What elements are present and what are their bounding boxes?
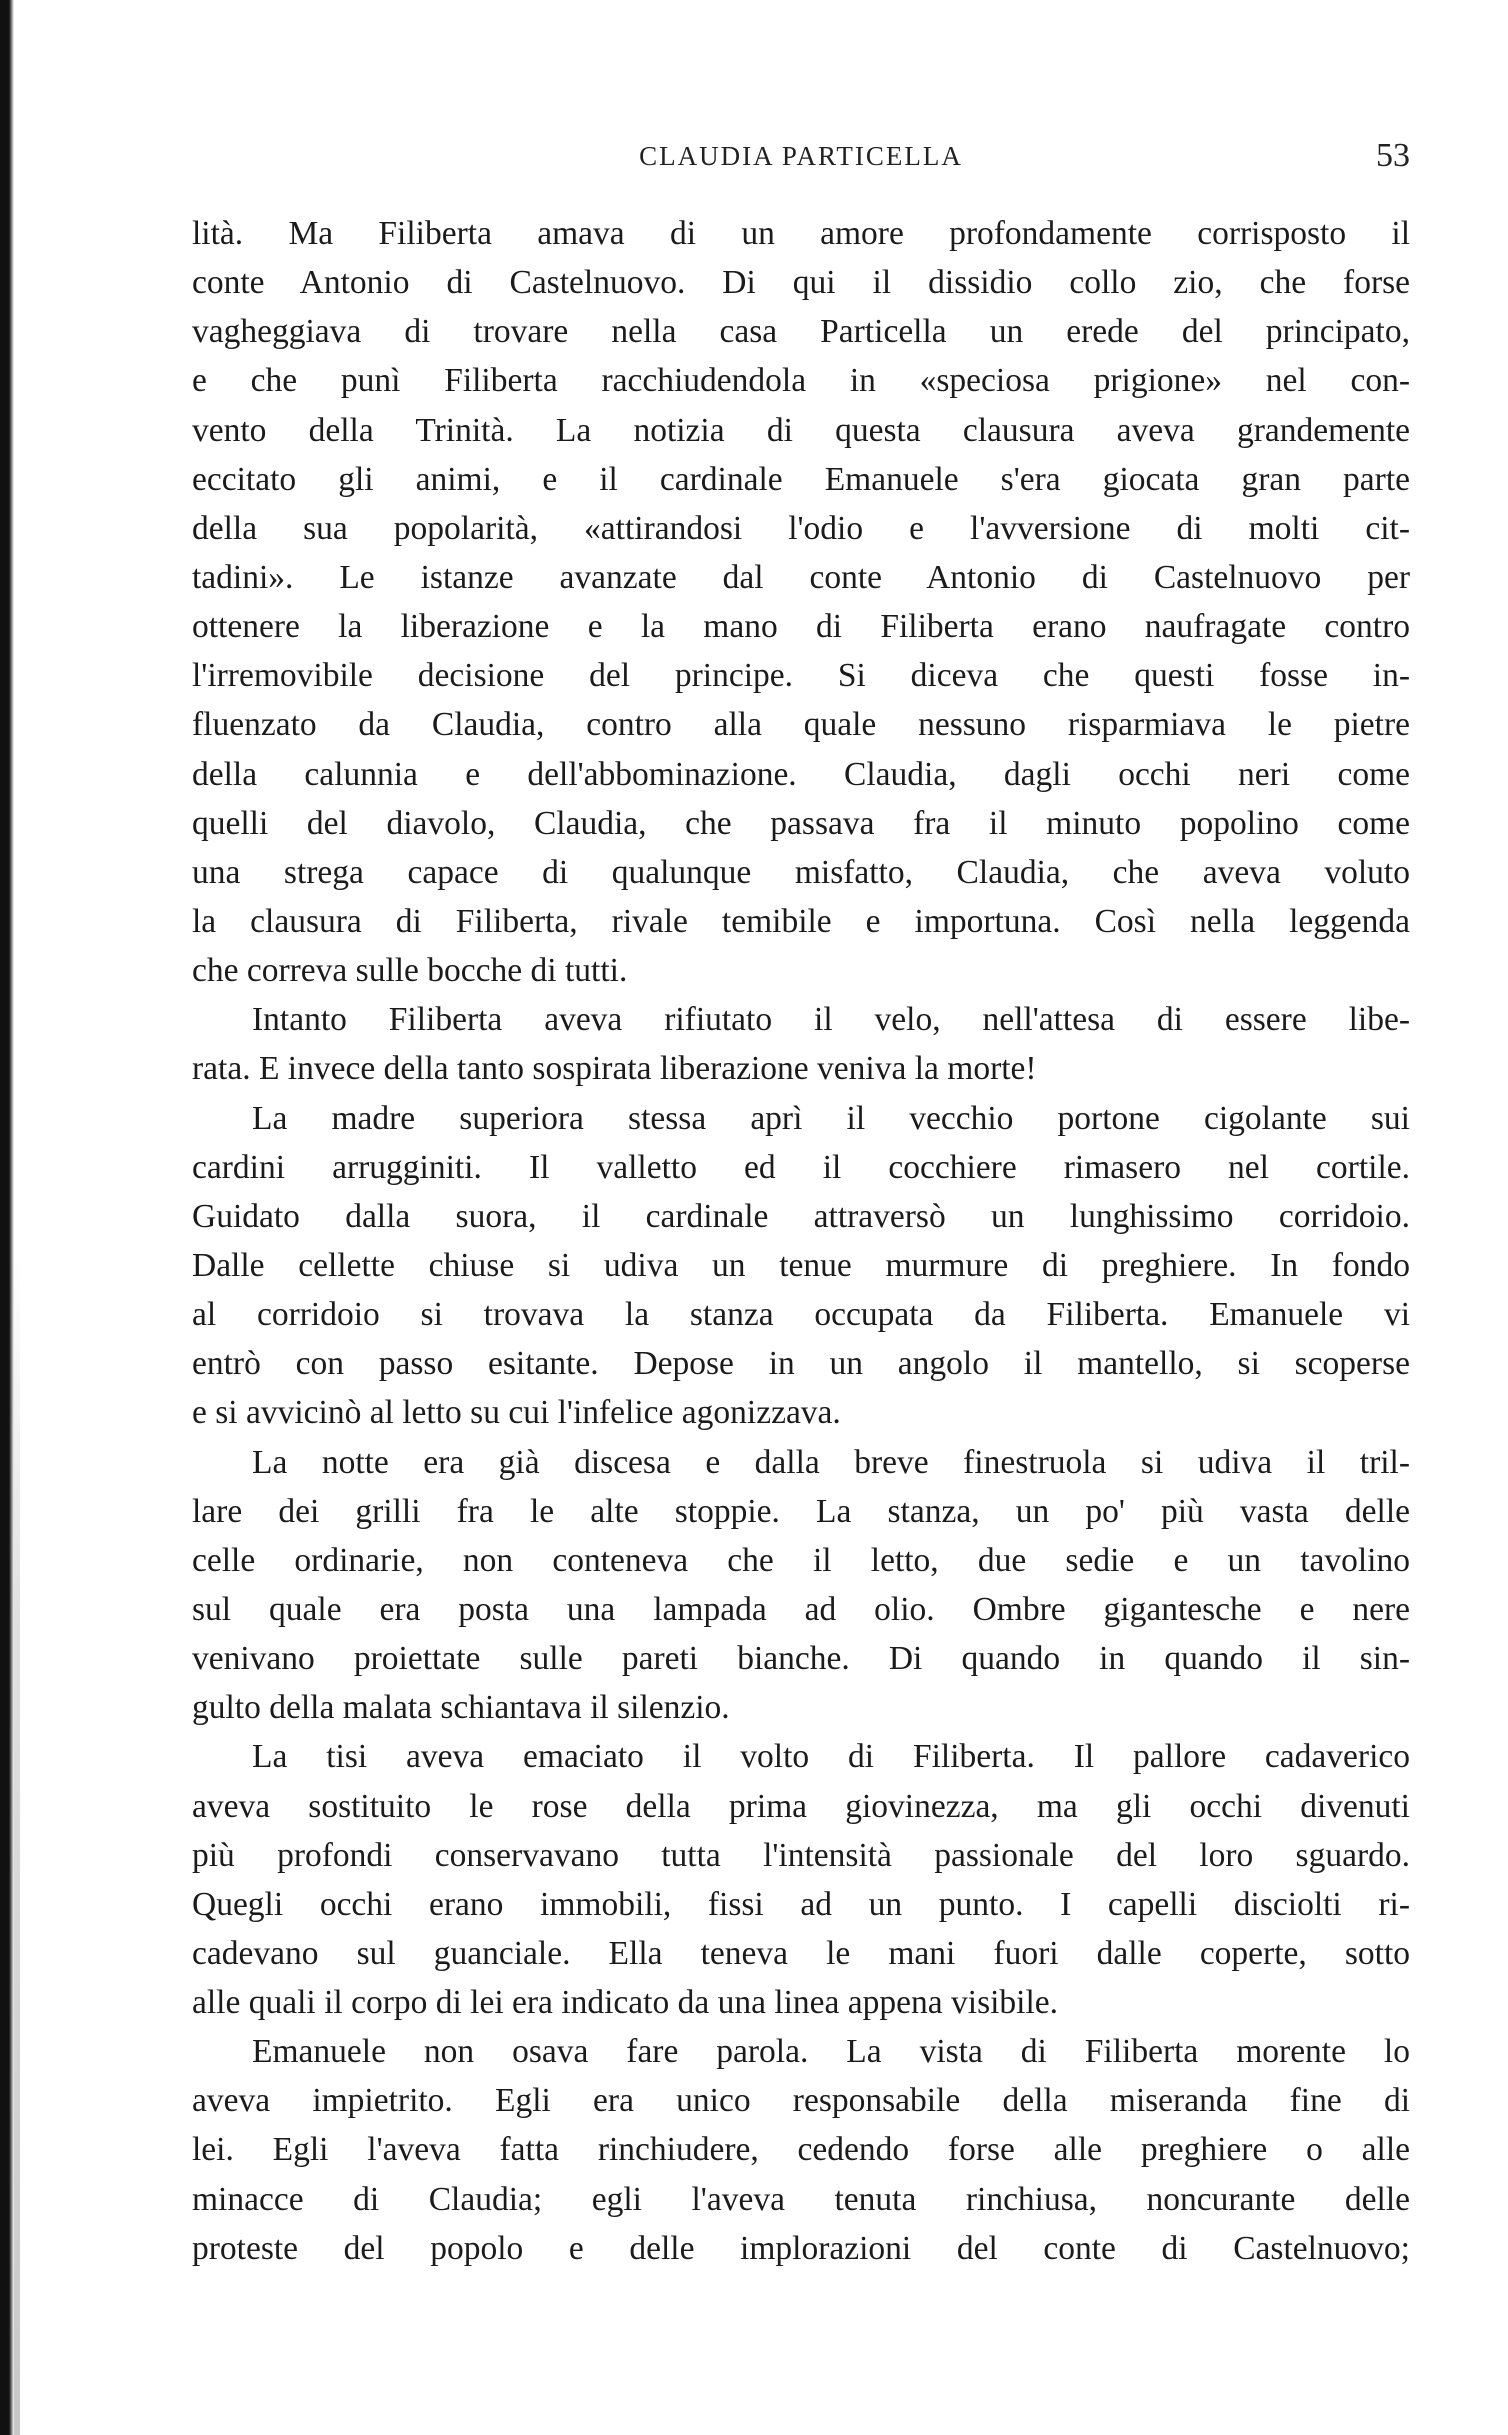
text-line: gulto della malata schiantava il silenzio. [192,1689,730,1727]
text-line: lità. Ma Filiberta amava di un amore profondamente corrisposto il [192,215,1410,252]
text-line: una strega capace di qualunque misfatto, Claudia, che aveva voluto [192,853,1410,891]
text-line: e si avvicinò al letto su cui l'infelice agonizzava. [192,1394,841,1432]
text-line: che correva sulle bocche di tutti. [192,952,628,990]
text-line: Quegli occhi erano immobili, fissi ad un punto. I capelli disciolti ri- [192,1885,1410,1923]
text-line: della calunnia e dell'abbominazione. Claudia, dagli occhi neri come [192,755,1410,793]
text-line: aveva sostituito le rose della prima giovinezza, ma gli occhi divenuti [192,1787,1410,1825]
text-line: venivano proiettate sulle pareti bianche. Di quando in quando il sin- [192,1640,1410,1678]
text-line: vento della Trinità. La notizia di questa clausura aveva grandemente [192,411,1410,449]
text-line: La notte era già discesa e dalla breve finestruola si udiva il tril- [252,1443,1410,1481]
text-line: Intanto Filiberta aveva rifiutato il velo, nell'attesa di essere libe- [252,1001,1410,1039]
text-line: vagheggiava di trovare nella casa Particella un erede del principato, [192,313,1410,351]
text-line: ottenere la liberazione e la mano di Filiberta erano naufragate contro [192,608,1410,646]
text-line: lare dei grilli fra le alte stoppie. La stanza, un po' più vasta delle [192,1492,1410,1530]
text-line: al corridoio si trovava la stanza occupata da Filiberta. Emanuele vi [192,1296,1410,1334]
text-line: quelli del diavolo, Claudia, che passava fra il minuto popolino come [192,804,1410,842]
page-binding-shadow [14,1260,20,2435]
page-binding-edge [0,0,14,2435]
text-line: lei. Egli l'aveva fatta rinchiudere, cedendo forse alle preghiere o alle [192,2131,1410,2169]
text-line: più profondi conservavano tutta l'intensità passionale del loro sguardo. [192,1836,1410,1874]
text-line: eccitato gli animi, e il cardinale Emanuele s'era giocata gran parte [192,460,1410,498]
text-line: rata. E invece della tanto sospirata liberazione veniva la morte! [192,1050,1037,1088]
text-line: conte Antonio di Castelnuovo. Di qui il dissidio collo zio, che forse [192,264,1410,302]
text-line: Dalle cellette chiuse si udiva un tenue murmure di preghiere. In fondo [192,1246,1410,1284]
page-number: 53 [1376,137,1410,174]
text-line: entrò con passo esitante. Depose in un angolo il mantello, si scoperse [192,1345,1410,1383]
text-line: e che punì Filiberta racchiudendola in «speciosa prigione» nel con- [192,362,1410,400]
text-line: proteste del popolo e delle implorazioni del conte di Castelnuovo; [192,2229,1410,2267]
text-line: La tisi aveva emaciato il volto di Filiberta. Il pallore cadaverico [252,1738,1410,1776]
text-line: celle ordinarie, non conteneva che il letto, due sedie e un tavolino [192,1541,1410,1579]
text-line: fluenzato da Claudia, contro alla quale nessuno risparmiava le pietre [192,706,1410,744]
text-line: Emanuele non osava fare parola. La vista di Filiberta morente lo [252,2033,1410,2071]
text-line: aveva impietrito. Egli era unico responsabile della miseranda fine di [192,2082,1410,2120]
text-line: cadevano sul guanciale. Ella teneva le mani fuori dalle coperte, sotto [192,1934,1410,1972]
text-line: tadini». Le istanze avanzate dal conte Antonio di Castelnuovo per [192,558,1410,596]
text-line: La madre superiora stessa aprì il vecchio portone cigolante sui [252,1099,1410,1137]
text-line: alle quali il corpo di lei era indicato da una linea appena visibile. [192,1984,1059,2022]
text-line: l'irremovibile decisione del principe. Si diceva che questi fosse in- [192,657,1410,695]
text-line: minacce di Claudia; egli l'aveva tenuta rinchiusa, noncurante delle [192,2180,1410,2218]
running-title: CLAUDIA PARTICELLA [639,140,963,171]
page-header [192,130,1410,182]
body-text [192,209,1410,2273]
text-line: Guidato dalla suora, il cardinale attraversò un lunghissimo corridoio. [192,1197,1410,1235]
text-line: della sua popolarità, «attirandosi l'odio e l'avversione di molti cit- [192,509,1410,547]
text-line: cardini arrugginiti. Il valletto ed il cocchiere rimasero nel cortile. [192,1148,1410,1186]
text-line: sul quale era posta una lampada ad olio. Ombre gigantesche e nere [192,1590,1410,1628]
text-line: la clausura di Filiberta, rivale temibile e importuna. Così nella leggenda [192,902,1410,940]
